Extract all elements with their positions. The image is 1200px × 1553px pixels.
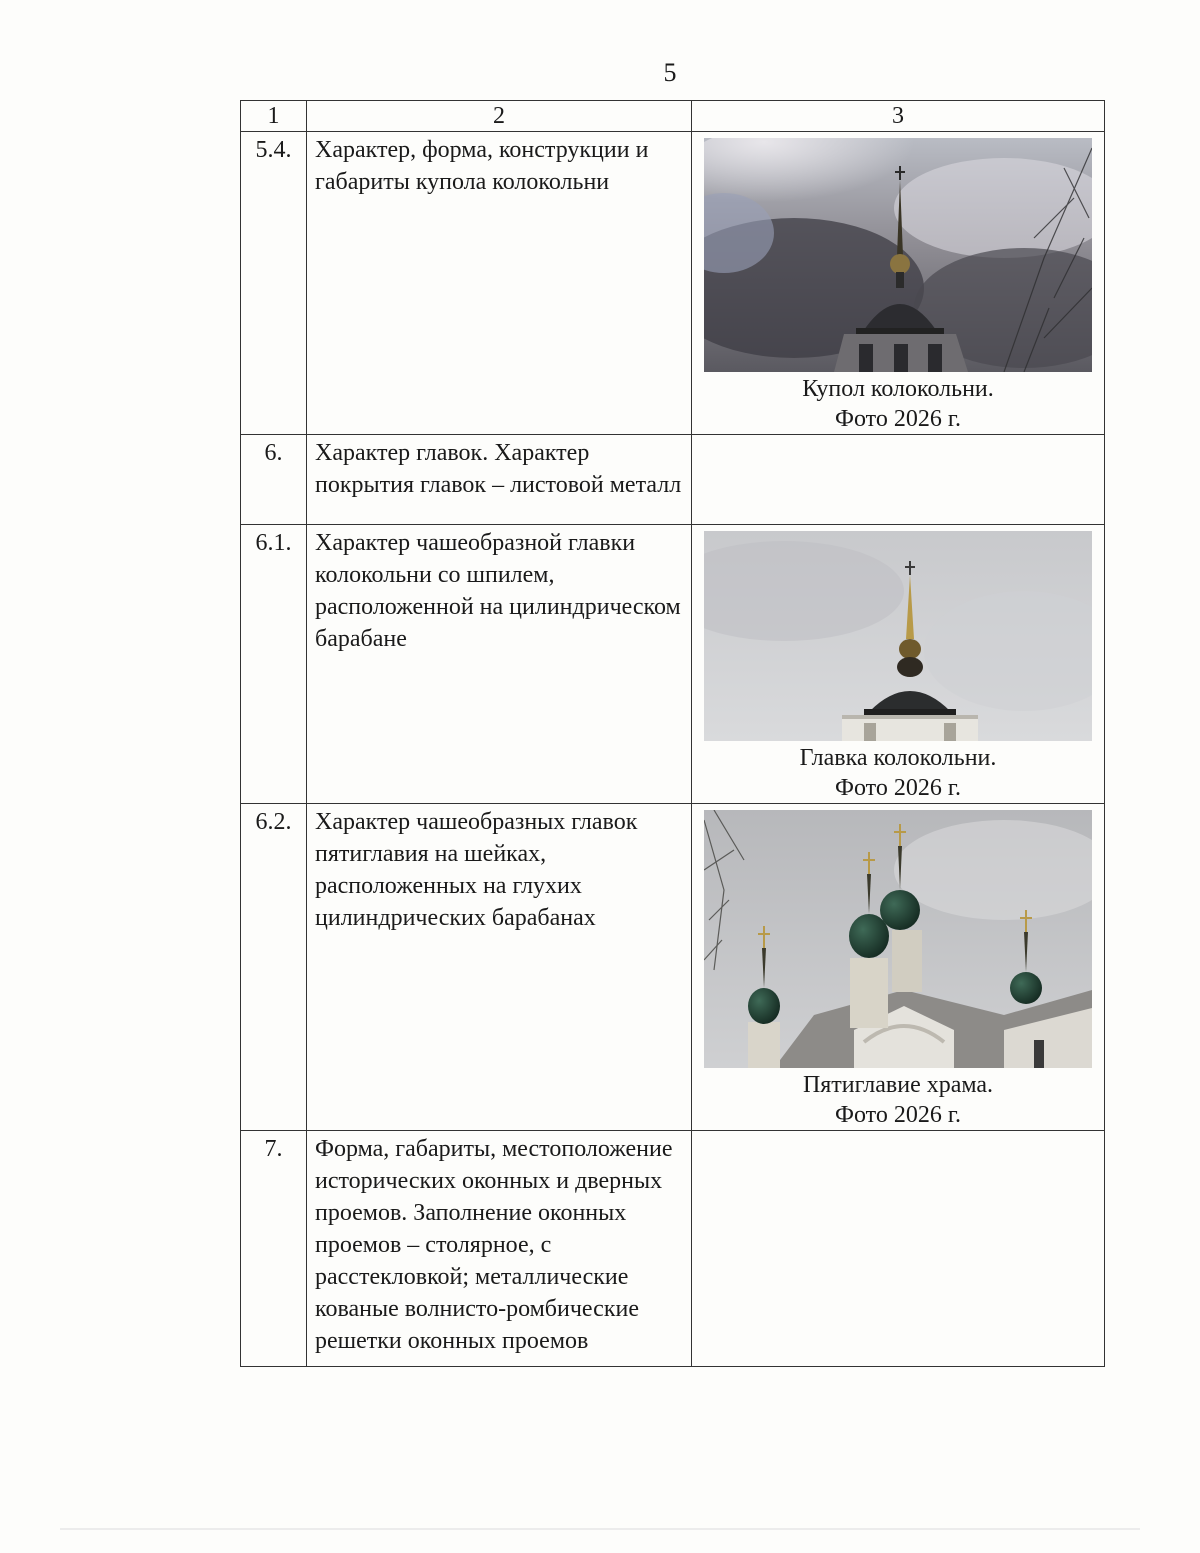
header-col-3: 3 — [692, 101, 1105, 132]
empty-photo-cell — [692, 1131, 1105, 1367]
scan-artifact-line — [60, 1528, 1140, 1530]
photo-caption: Пятиглавие храма. Фото 2026 г. — [802, 1072, 994, 1128]
row-description: Форма, габариты, местоположение исторических оконных и дверных проемов. Заполнение оконных проемов – столярное, с расстекловкой; металлические кованые волнисто-ромбические решетки оконных проемов — [307, 1131, 692, 1367]
page-number: 5 — [663, 58, 677, 87]
photo-cell — [692, 525, 1105, 804]
row-number: 6. — [241, 435, 307, 525]
five-domes-photo — [704, 810, 1092, 1068]
table-row — [241, 132, 1105, 435]
header-col-2: 2 — [307, 101, 692, 132]
photo-caption: Главка колокольни. Фото 2026 г. — [799, 745, 997, 801]
photo-cell — [692, 132, 1105, 435]
photo-cell — [692, 804, 1105, 1131]
row-description: Характер чашеобразной главки колокольни со шпилем, расположенной на цилиндрическом барабане — [307, 525, 692, 804]
attributes-table — [240, 100, 1105, 1367]
table-row — [241, 804, 1105, 1131]
belfry-cupola-photo — [704, 531, 1092, 741]
row-number: 6.2. — [241, 804, 307, 1131]
table-row — [241, 1131, 1105, 1367]
row-number: 7. — [241, 1131, 307, 1367]
header-col-1: 1 — [241, 101, 307, 132]
row-number: 6.1. — [241, 525, 307, 804]
row-description: Характер, форма, конструкции и габариты купола колокольни — [307, 132, 692, 435]
row-description: Характер чашеобразных главок пятиглавия на шейках, расположенных на глухих цилиндрических барабанах — [307, 804, 692, 1131]
empty-photo-cell — [692, 435, 1105, 525]
belfry-dome-photo — [704, 138, 1092, 372]
row-number: 5.4. — [241, 132, 307, 435]
table-row — [241, 525, 1105, 804]
table-row — [241, 435, 1105, 525]
photo-caption: Купол колокольни. Фото 2026 г. — [802, 376, 994, 432]
table-header-row — [241, 101, 1105, 132]
row-description: Характер главок. Характер покрытия главок – листовой металл — [307, 435, 692, 525]
